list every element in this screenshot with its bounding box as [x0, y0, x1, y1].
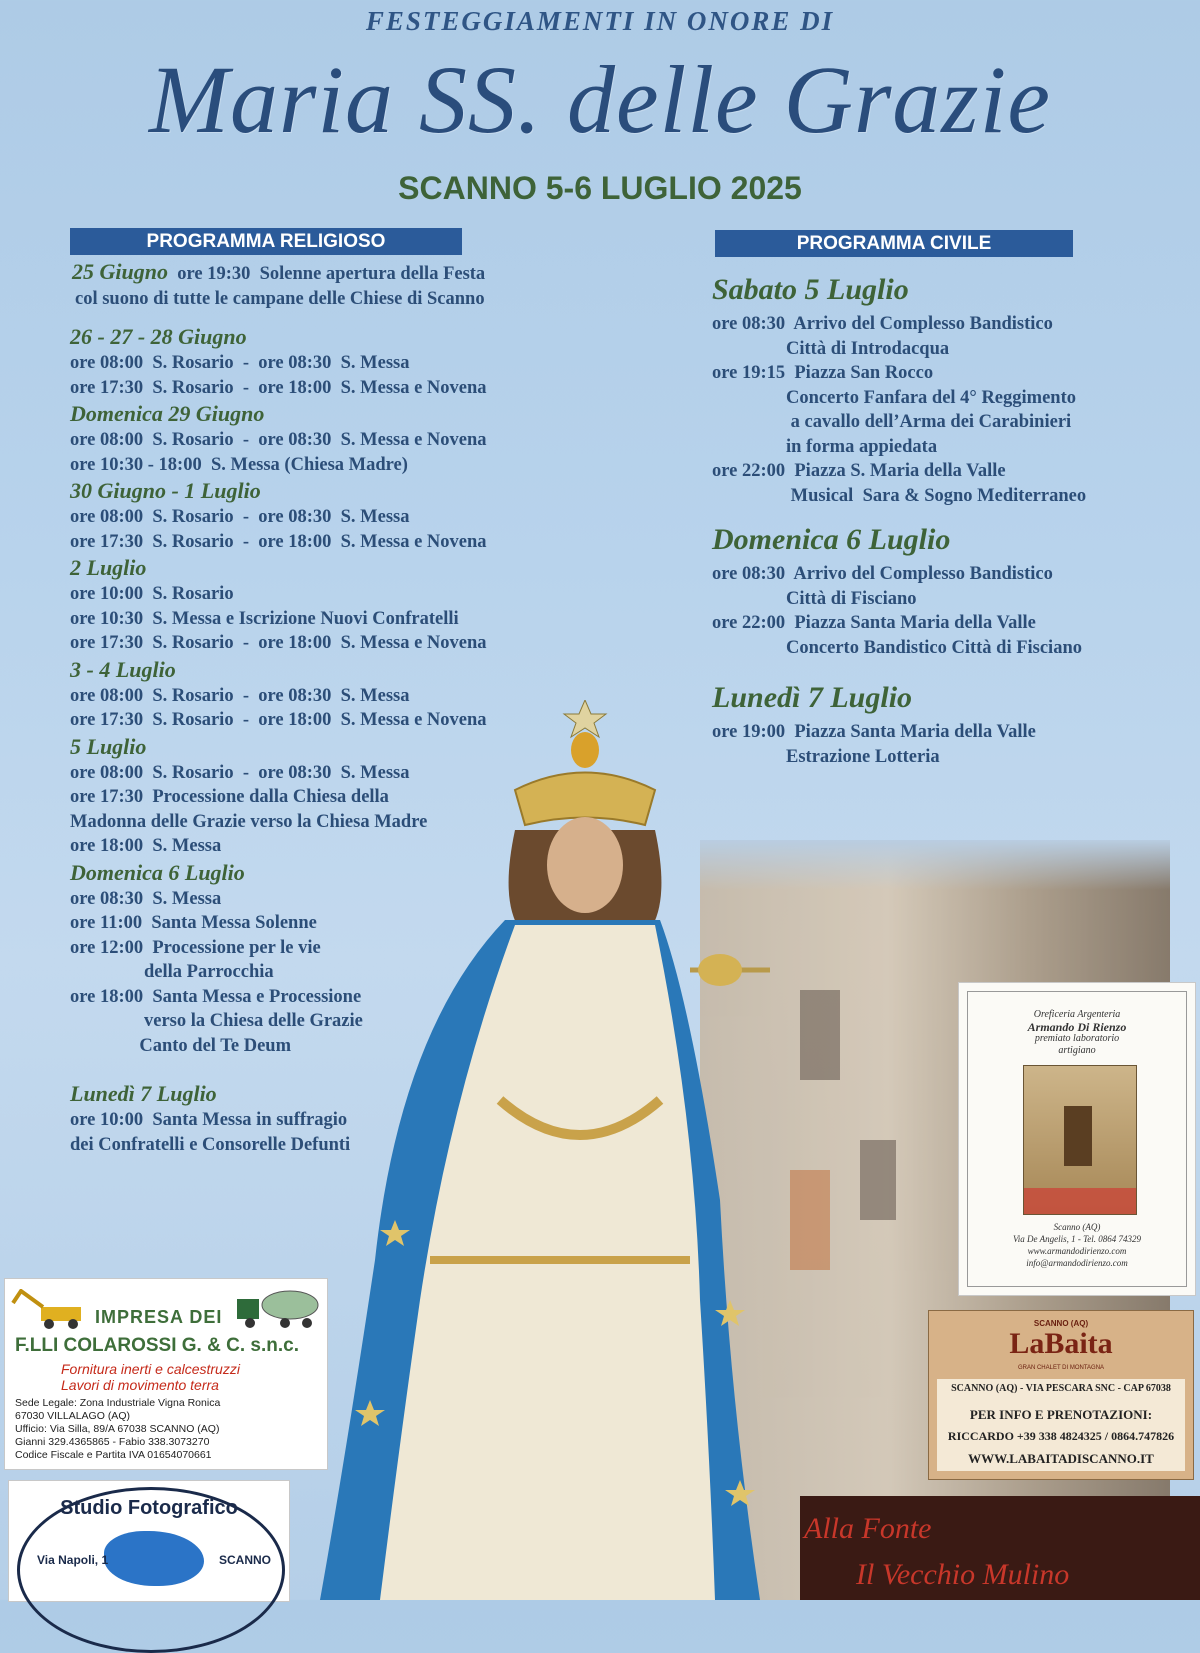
schedule-line: dei Confratelli e Consorelle Defunti — [70, 1134, 351, 1155]
detail-line: Ufficio: Via Silla, 89/A 67038 SCANNO (AQ) — [15, 1423, 220, 1435]
schedule-line: in forma appiedata — [712, 436, 938, 457]
schedule-line: a cavallo dell’Arma dei Carabinieri — [712, 412, 1072, 432]
detail-line: www.armandodirienzo.com — [1027, 1246, 1127, 1256]
detail-line: Codice Fiscale e Partita IVA 01654070661 — [15, 1449, 212, 1461]
schedule-line: ore 19:00 Piazza Santa Maria della Valle — [712, 722, 1036, 742]
schedule-line: ore 18:00 S. Messa — [70, 836, 222, 856]
intro-day: 25 Giugno — [72, 259, 168, 284]
ad-studio-name: Studio Fotografico — [60, 1497, 238, 1519]
window — [800, 990, 840, 1080]
ad-labaita-web: WWW.LABAITADISCANNO.IT — [968, 1451, 1154, 1466]
window — [860, 1140, 896, 1220]
detail-line: Sede Legale: Zona Industriale Vigna Ronica — [15, 1397, 221, 1409]
schedule-line: ore 08:00 S. Rosario - ore 08:30 S. Messa — [70, 507, 410, 527]
detail-line: Oreficeria Argenteria — [1033, 1009, 1121, 1020]
schedule-line: ore 17:30 S. Rosario - ore 18:00 S. Messa e Novena — [70, 710, 487, 730]
religious-program-heading: PROGRAMMA RELIGIOSO — [70, 228, 462, 255]
schedule-day-heading: Domenica 29 Giugno — [70, 401, 265, 426]
schedule-line: ore 12:00 Processione per le vie — [70, 937, 321, 958]
schedule-line: verso la Chiesa delle Grazie — [70, 1011, 363, 1031]
schedule-line: ore 22:00 Piazza Santa Maria della Valle — [712, 613, 1036, 633]
page-title: Maria SS. delle Grazie — [149, 46, 1051, 153]
schedule-day-heading: Domenica 6 Luglio — [70, 859, 245, 885]
ad-colarossi-line: Lavori di movimento terra — [61, 1377, 219, 1393]
schedule-line: ore 22:00 Piazza S. Maria della Valle — [712, 461, 1006, 481]
schedule-line: Musical Sara & Sogno Mediterraneo — [712, 485, 1087, 506]
ad-dirienzo-contacts — [959, 1221, 1195, 1269]
schedule-line: ore 08:00 S. Rosario - ore 08:30 S. Messa — [70, 685, 410, 706]
schedule-day-block — [70, 400, 630, 477]
schedule-line: ore 10:00 S. Rosario — [70, 584, 234, 604]
civil-schedule — [712, 270, 1182, 769]
schedule-day-heading: 5 Luglio — [70, 733, 147, 759]
schedule-line: Città di Fisciano — [712, 588, 917, 609]
detail-line: premiato laboratorio — [1034, 1033, 1120, 1044]
ad-labaita-phone: RICCARDO +39 338 4824325 / 0864.747826 — [947, 1429, 1175, 1443]
ad-labaita-info: PER INFO E PRENOTAZIONI: — [969, 1407, 1153, 1422]
civil-day-block — [712, 520, 1182, 660]
schedule-day-heading: 30 Giugno - 1 Luglio — [70, 478, 261, 503]
schedule-line: ore 17:30 Processione dalla Chiesa della — [70, 787, 389, 807]
ad-dirienzo — [958, 982, 1196, 1296]
cement-truck-icon — [235, 1285, 323, 1329]
excavator-icon — [11, 1289, 91, 1329]
schedule-line: ore 11:00 Santa Messa Solenne — [70, 913, 317, 933]
schedule-day-block — [70, 859, 630, 1059]
schedule-line: ore 08:30 S. Messa — [70, 888, 222, 909]
schedule-line: Canto del Te Deum — [70, 1035, 291, 1056]
schedule-line: ore 17:30 S. Rosario - ore 18:00 S. Messa e Novena — [70, 633, 487, 653]
ad-fonte-mulino — [800, 1496, 1200, 1600]
schedule-day-block — [70, 323, 630, 400]
schedule-day-heading: Lunedì 7 Luglio — [70, 1081, 217, 1106]
schedule-line: della Parrocchia — [70, 962, 274, 982]
religious-intro — [72, 258, 632, 311]
schedule-line: ore 08:30 Arrivo del Complesso Bandistico — [712, 564, 1053, 584]
religious-schedule — [70, 323, 630, 1157]
schedule-line: ore 08:00 S. Rosario - ore 08:30 S. Messa — [70, 762, 410, 783]
intro-line: col suono di tutte le campane delle Chiese di Scanno — [75, 288, 485, 309]
festival-subtitle: FESTEGGIAMENTI IN ONORE DI — [365, 6, 835, 36]
schedule-line: Estrazione Lotteria — [712, 746, 940, 767]
schedule-line: ore 08:00 S. Rosario - ore 08:30 S. Messa e Novena — [70, 430, 487, 450]
ad-labaita-small: SCANNO (AQ) — [1033, 1319, 1089, 1328]
ad-colarossi-name: F.LLI COLAROSSI G. & C. s.n.c. — [15, 1335, 299, 1356]
detail-line: info@armandodirienzo.com — [1026, 1258, 1128, 1268]
schedule-day-block — [70, 733, 630, 859]
schedule-line: ore 17:30 S. Rosario - ore 18:00 S. Messa e Novena — [70, 377, 487, 398]
schedule-line: ore 08:00 S. Rosario - ore 08:30 S. Messa — [70, 353, 410, 373]
ad-labaita-tag: GRAN CHALET DI MONTAGNA — [1017, 1365, 1105, 1371]
schedule-line: ore 10:30 - 18:00 S. Messa (Chiesa Madre) — [70, 454, 408, 475]
detail-line: artigiano — [1058, 1045, 1096, 1056]
ad-fonte-line: Il Vecchio Mulino — [856, 1558, 1070, 1591]
ad-studio-fotografico — [8, 1480, 290, 1602]
detail-line: Scanno (AQ) — [1053, 1222, 1101, 1232]
schedule-line: Città di Introdacqua — [712, 338, 950, 359]
ad-colarossi-line: IMPRESA DEI — [95, 1307, 223, 1327]
ad-labaita-name: LaBaita — [1009, 1327, 1113, 1360]
ad-fonte-line: Alla Fonte — [804, 1512, 932, 1545]
schedule-day-block — [70, 1080, 630, 1157]
ad-colarossi-details — [15, 1397, 220, 1462]
schedule-line: Madonna delle Grazie verso la Chiesa Madre — [70, 811, 428, 832]
schedule-line: ore 18:00 Santa Messa e Processione — [70, 986, 362, 1007]
civil-day-block — [712, 678, 1182, 769]
schedule-day-heading: 3 - 4 Luglio — [70, 656, 176, 682]
shutter — [790, 1170, 830, 1270]
schedule-line: Concerto Bandistico Città di Fisciano — [712, 637, 1082, 658]
schedule-day-block — [70, 554, 630, 656]
ad-colarossi — [4, 1278, 328, 1470]
intro-line: ore 19:30 Solenne apertura della Festa — [177, 264, 486, 284]
schedule-line: ore 10:00 Santa Messa in suffragio — [70, 1110, 348, 1130]
schedule-line: ore 19:15 Piazza San Rocco — [712, 363, 934, 383]
civil-program-heading: PROGRAMMA CIVILE — [715, 230, 1073, 257]
ad-dirienzo-name: Armando Di Rienzo — [1027, 1020, 1127, 1034]
detail-line: Via De Angelis, 1 - Tel. 0864 74329 — [1012, 1234, 1142, 1244]
ad-labaita — [928, 1310, 1194, 1480]
civil-day-heading: Lunedì 7 Luglio — [712, 681, 913, 714]
ad-labaita-address: SCANNO (AQ) - VIA PESCARA SNC - CAP 67038 — [951, 1383, 1171, 1394]
schedule-line: ore 10:30 S. Messa e Iscrizione Nuovi Confratelli — [70, 608, 459, 629]
ad-studio-address: Via Napoli, 1 — [37, 1553, 109, 1567]
civil-day-block — [712, 270, 1182, 508]
schedule-day-heading: 2 Luglio — [70, 555, 147, 580]
shop-painting — [1023, 1065, 1137, 1215]
schedule-line: Concerto Fanfara del 4° Reggimento — [712, 387, 1076, 408]
schedule-line: ore 17:30 S. Rosario - ore 18:00 S. Messa e Novena — [70, 531, 487, 552]
schedule-day-block — [70, 656, 630, 733]
schedule-line: ore 08:30 Arrivo del Complesso Bandistico — [712, 314, 1053, 334]
ad-studio-city: SCANNO — [219, 1553, 272, 1567]
event-date: SCANNO 5-6 LUGLIO 2025 — [398, 170, 802, 206]
schedule-day-block — [70, 477, 630, 554]
detail-line: 67030 VILLALAGO (AQ) — [15, 1410, 130, 1422]
ad-colarossi-line: Fornitura inerti e calcestruzzi — [61, 1361, 240, 1377]
ad-dirienzo-header — [959, 1009, 1195, 1057]
detail-line: Gianni 329.4365865 - Fabio 338.3073270 — [15, 1436, 210, 1448]
civil-day-heading: Domenica 6 Luglio — [712, 523, 951, 556]
schedule-day-heading: 26 - 27 - 28 Giugno — [70, 324, 247, 349]
civil-day-heading: Sabato 5 Luglio — [712, 273, 909, 306]
